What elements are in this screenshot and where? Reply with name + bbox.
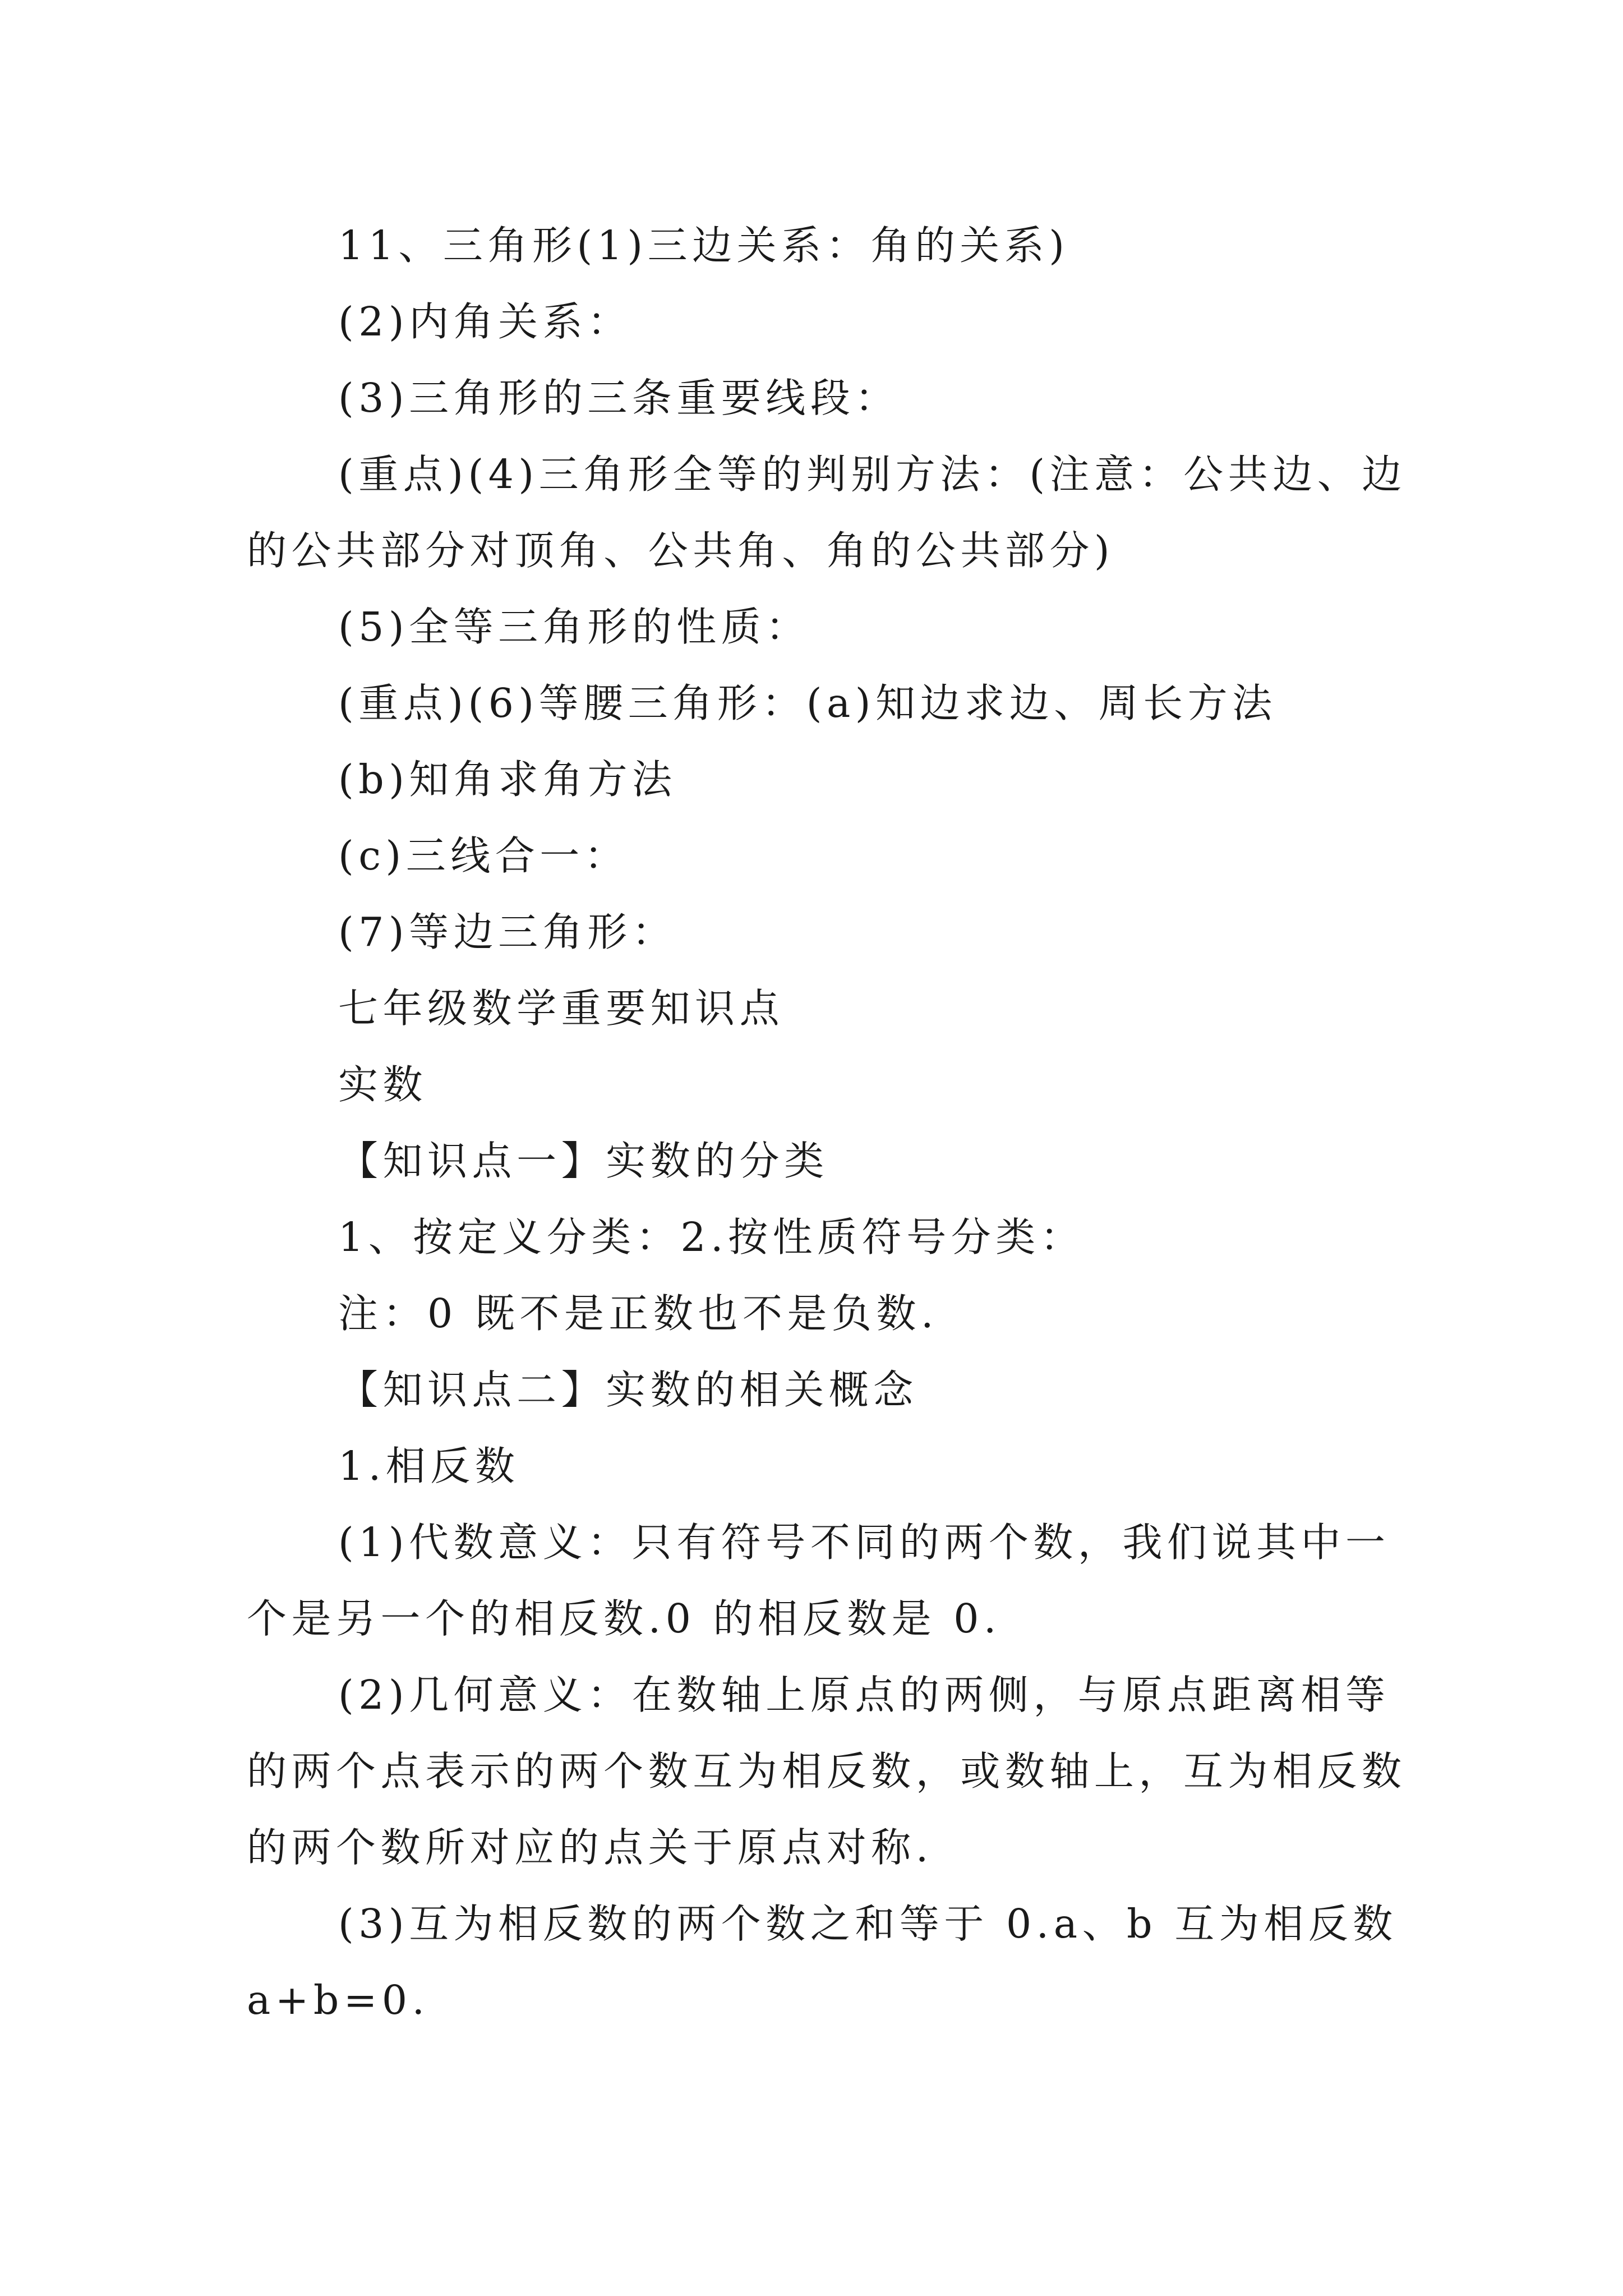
text-line: 的公共部分对顶角、公共角、角的公共部分) [247, 527, 1115, 574]
text-line: (5)全等三角形的性质： [338, 604, 810, 650]
text-line: (3)互为相反数的两个数之和等于 0.a、b 互为相反数 [338, 1901, 1398, 1947]
text-line: (重点)(4)三角形全等的判别方法：(注意：公共边、边 [338, 451, 1407, 498]
text-line: 的两个点表示的两个数互为相反数，或数轴上，互为相反数 [247, 1748, 1407, 1795]
text-line: 1.相反数 [338, 1443, 520, 1489]
document-body [247, 208, 1407, 2039]
text-line: 注：0 既不是正数也不是负数. [338, 1290, 939, 1337]
text-line: (7)等边三角形： [338, 909, 677, 955]
text-line: (2)几何意义：在数轴上原点的两侧，与原点距离相等 [338, 1672, 1390, 1718]
text-line: (3)三角形的三条重要线段： [338, 375, 900, 421]
text-line: (2)内角关系： [338, 298, 632, 345]
text-line: 个是另一个的相反数.0 的相反数是 0. [247, 1595, 1002, 1642]
section-heading: 实数 [338, 1061, 428, 1108]
text-line: (重点)(6)等腰三角形：(a)知边求边、周长方法 [338, 680, 1277, 726]
text-line: (1)代数意义：只有符号不同的两个数，我们说其中一 [338, 1519, 1390, 1566]
text-line: 的两个数所对应的点关于原点对称. [247, 1824, 933, 1871]
section-heading: 七年级数学重要知识点 [338, 985, 785, 1032]
text-line: (b)知角求角方法 [338, 756, 677, 803]
text-line: 1、按定义分类：2.按性质符号分类： [338, 1214, 1085, 1260]
knowledge-point-heading: 【知识点一】实数的分类 [338, 1138, 829, 1184]
text-line: 11、三角形(1)三边关系：角的关系) [338, 222, 1069, 269]
text-line: (c)三线合一： [338, 832, 629, 879]
text-line: a+b=0. [247, 1977, 430, 2023]
knowledge-point-heading: 【知识点二】实数的相关概念 [338, 1366, 918, 1413]
